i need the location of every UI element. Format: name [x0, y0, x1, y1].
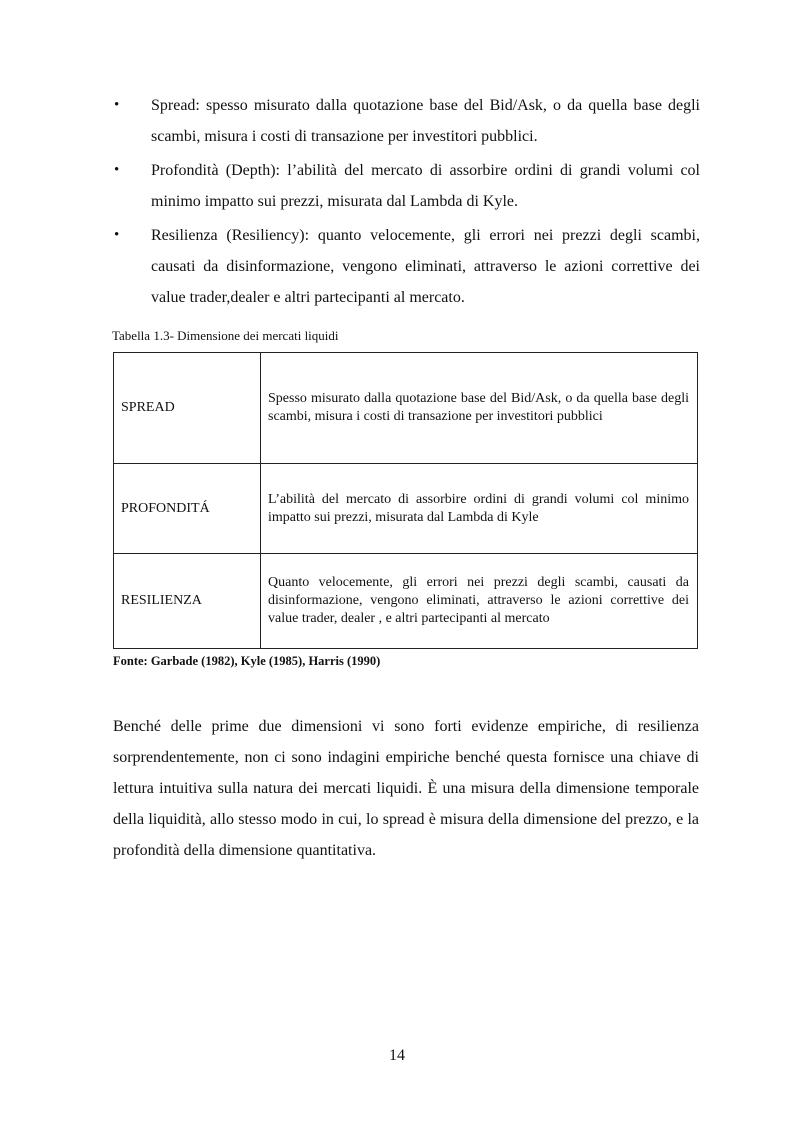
- row-description: Spesso misurato dalla quotazione base del Bid/Ask, o da quella base degli scambi, misura i costi di transazione per investitori pubblici: [261, 353, 698, 464]
- bullet-icon: •: [114, 162, 120, 178]
- row-description: Quanto velocemente, gli errori nei prezzi degli scambi, causati da disinformazione, vengono eliminati, attraverso le azioni correttive dei value trader, dealer , e altri partecipanti al mercato: [261, 554, 698, 649]
- bullet-item-resiliency: [110, 220, 700, 313]
- row-label: RESILIENZA: [114, 554, 261, 649]
- liquidity-dimensions-table: [113, 352, 698, 649]
- table-caption: Tabella 1.3- Dimensione dei mercati liquidi: [112, 328, 339, 343]
- page-number: 14: [389, 1047, 405, 1064]
- row-label: SPREAD: [114, 353, 261, 464]
- bullet-icon: •: [114, 227, 120, 243]
- table-row: [114, 353, 698, 464]
- bullet-icon: •: [114, 97, 120, 113]
- row-label: PROFONDITÁ: [114, 464, 261, 554]
- body-paragraph: Benché delle prime due dimensioni vi sono forti evidenze empiriche, di resilienza sorprendentemente, non ci sono indagini empiriche benché questa fornisce una chiave di lettura intuitiva sulla natura dei mercati liquidi. È una misura della dimensione temporale della liquidità, allo stesso modo in cui, lo spread è misura della dimensione del prezzo, e la profondità della dimensione quantitativa.: [113, 718, 699, 859]
- table-row: [114, 464, 698, 554]
- table-row: [114, 554, 698, 649]
- bullet-text: Spread: spesso misurato dalla quotazione base del Bid/Ask, o da quella base degli scambi, misura i costi di transazione per investitori pubblici.: [151, 97, 700, 145]
- bullet-list: [110, 90, 700, 316]
- bullet-text: Profondità (Depth): l’abilità del mercato di assorbire ordini di grandi volumi col minimo impatto sui prezzi, misurata dal Lambda di Kyle.: [151, 162, 700, 210]
- bullet-item-depth: [110, 155, 700, 217]
- bullet-text: Resilienza (Resiliency): quanto velocemente, gli errori nei prezzi degli scambi, causati da disinformazione, vengono eliminati, attraverso le azioni correttive dei value trader,dealer e altri partecipanti al mercato.: [151, 227, 700, 306]
- bullet-item-spread: [110, 90, 700, 152]
- row-description: L’abilità del mercato di assorbire ordini di grandi volumi col minimo impatto sui prezzi, misurata dal Lambda di Kyle: [261, 464, 698, 554]
- table-source: Fonte: Garbade (1982), Kyle (1985), Harris (1990): [113, 654, 381, 668]
